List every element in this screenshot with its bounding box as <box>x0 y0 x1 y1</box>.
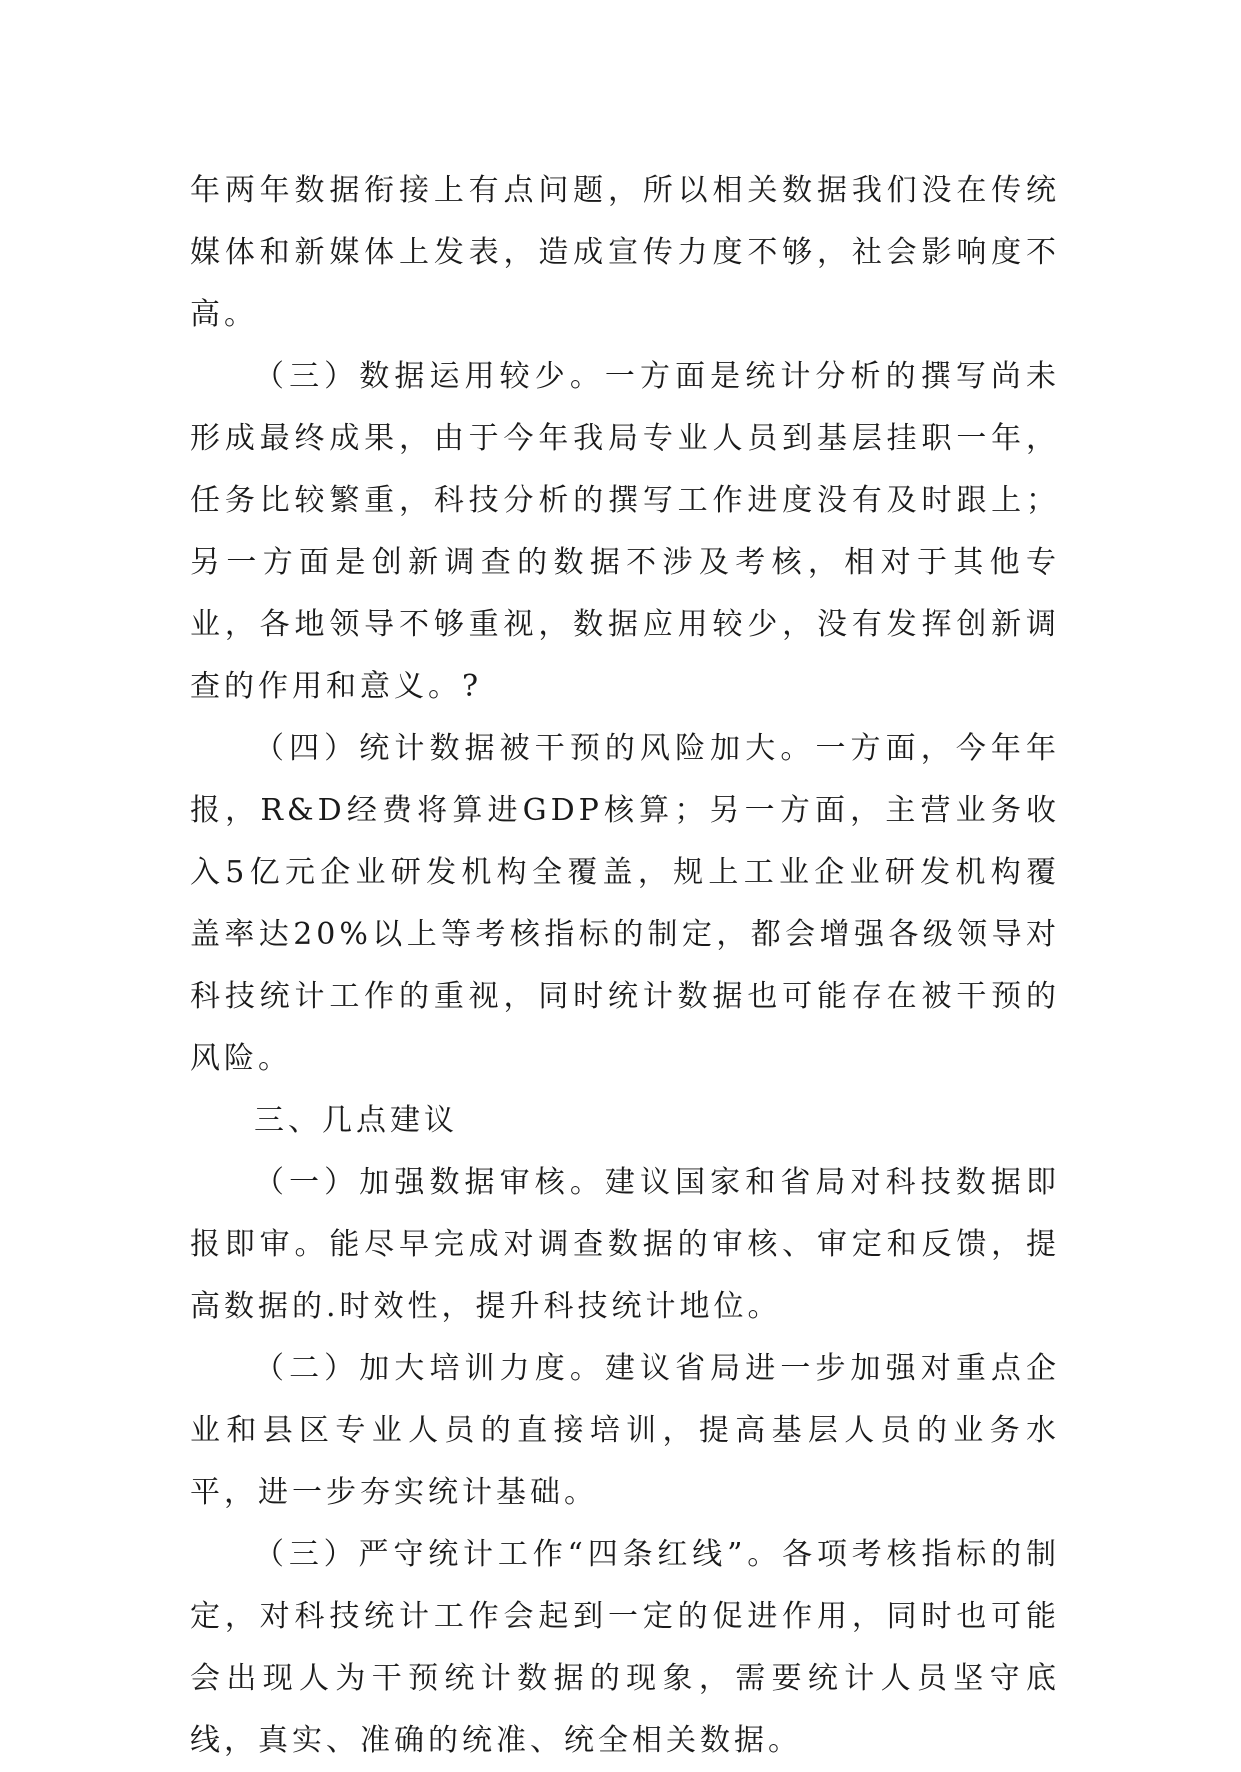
paragraph-data-review: （一）加强数据审核。建议国家和省局对科技数据即报即审。能尽早完成对调查数据的审核、审定和反馈，提高数据的.时效性，提升科技统计地位。 <box>190 1165 1060 1324</box>
paragraph-training: （二）加大培训力度。建议省局进一步加强对重点企业和县区专业人员的直接培训，提高基层人员的业务水平，进一步夯实统计基础。 <box>190 1351 1060 1510</box>
section-heading-suggestions: 三、几点建议 <box>254 1103 458 1138</box>
document-body <box>190 160 1060 1772</box>
paragraph-interference-risk: （四）统计数据被干预的风险加大。一方面，今年年报，R&D经费将算进GDP核算；另一方面，主营业务收入5亿元企业研发机构全覆盖，规上工业企业研发机构覆盖率达20%以上等考核指标的制定，都会增强各级领导对科技统计工作的重视，同时统计数据也可能存在被干预的风险。 <box>190 731 1060 1076</box>
paragraph-continuation: 年两年数据衔接上有点问题，所以相关数据我们没在传统媒体和新媒体上发表，造成宣传力度不够，社会影响度不高。 <box>190 173 1060 332</box>
paragraph-red-lines: （三）严守统计工作“四条红线”。各项考核指标的制定，对科技统计工作会起到一定的促进作用，同时也可能会出现人为干预统计数据的现象，需要统计人员坚守底线，真实、准确的统准、统全相关数据。 <box>190 1537 1060 1758</box>
paragraph-data-usage: （三）数据运用较少。一方面是统计分析的撰写尚未形成最终成果，由于今年我局专业人员到基层挂职一年，任务比较繁重，科技分析的撰写工作进度没有及时跟上；另一方面是创新调查的数据不涉及考核，相对于其他专业，各地领导不够重视，数据应用较少，没有发挥创新调查的作用和意义。? <box>190 359 1060 704</box>
